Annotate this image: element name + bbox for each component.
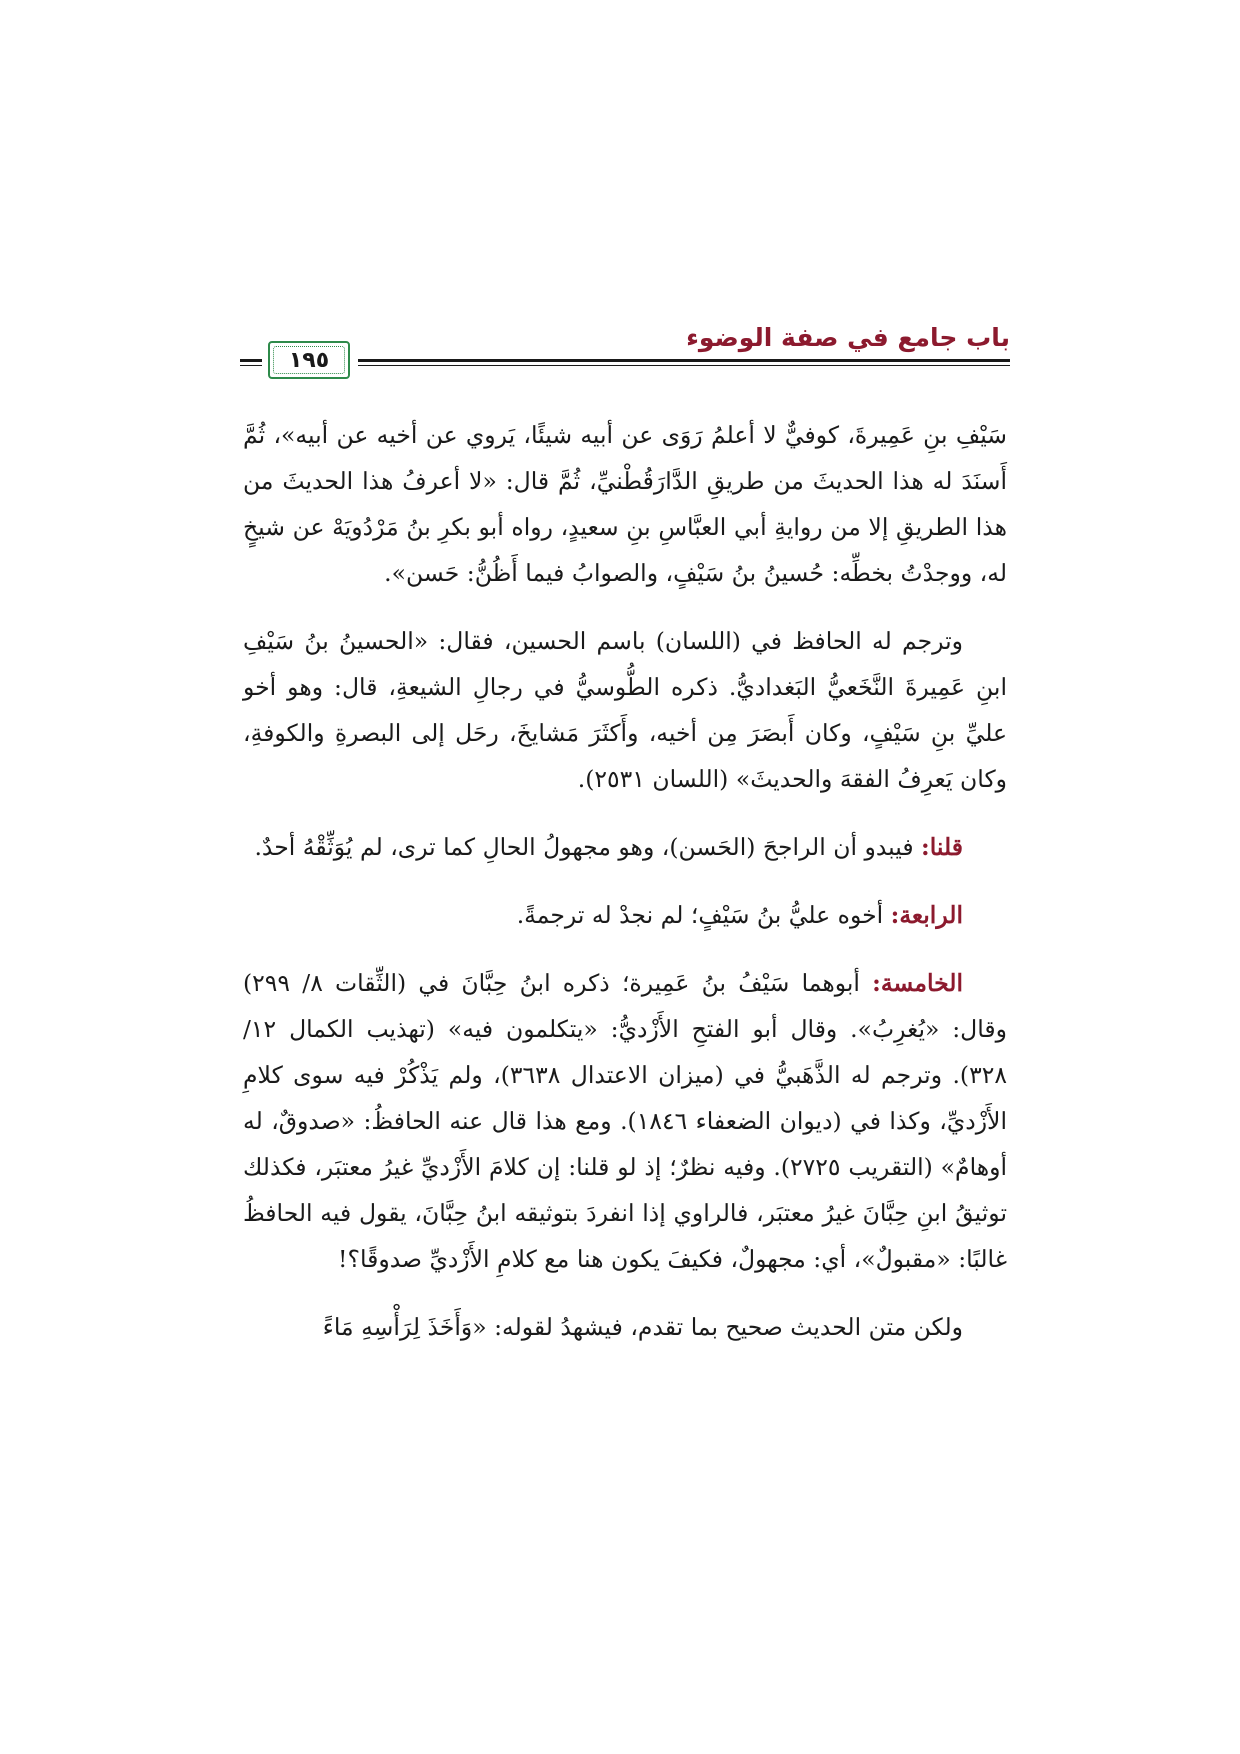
- paragraph-2-text: وترجم له الحافظ في (اللسان) باسم الحسين، فقال: «الحسينُ بنُ سَيْفِ ابنِ عَمِيرةَ النَّخَعيُّ البَغداديُّ. ذكره الطُّوسيُّ في رجالِ الشيعةِ، قال: وهو أخو عليِّ بنِ سَيْفٍ، وكان أَبصَرَ مِن أخيه، وأَكثَرَ مَشايخَ، رحَل إلى البصرةِ والكوفةِ، وكان يَعرِفُ الفقهَ والحديثَ» (اللسان ٢٥٣١).: [243, 627, 1007, 793]
- paragraph-4-text: أخوه عليُّ بنُ سَيْفٍ؛ لم نجدْ له ترجمةً.: [516, 901, 891, 929]
- paragraph-5: [243, 960, 1007, 1282]
- paragraph-1-text: سَيْفِ بنِ عَمِيرةَ، كوفيٌّ لا أعلمُ رَوَى عن أبيه شيئًا، يَروي عن أخيه عن أبيه»، ثُمَّ أَسنَدَ له هذا الحديثَ من طريقِ الدَّارَقُطْنيِّ، ثُمَّ قال: «لا أعرفُ هذا الحديثَ من هذا الطريقِ إلا من روايةِ أبي العبَّاسِ بنِ سعيدٍ، رواه أبو بكرِ بنُ مَرْدُويَهْ عن شيخٍ له، ووجدْتُ بخطِّه: حُسينُ بنُ سَيْفٍ، والصوابُ فيما أَظُنُّ: حَسن».: [243, 421, 1007, 587]
- header-rule-left: [240, 359, 262, 366]
- page-body: [243, 412, 1007, 1372]
- paragraph-3-label: قلنا:: [921, 833, 963, 861]
- header-rule-right: [358, 359, 1010, 366]
- paragraph-6-text: ولكن متن الحديث صحيح بما تقدم، فيشهدُ لقوله: «وَأَخَذَ لِرَأْسِهِ مَاءً: [322, 1313, 963, 1341]
- paragraph-1: [243, 412, 1007, 596]
- paragraph-4-label: الرابعة:: [890, 901, 963, 929]
- paragraph-5-text: أبوهما سَيْفُ بنُ عَمِيرة؛ ذكره ابنُ حِبَّانَ في (الثِّقات ٨/ ٢٩٩) وقال: «يُغرِبُ». وقال أبو الفتحِ الأَزْديُّ: «يتكلمون فيه» (تهذيب الكمال ١٢/ ٣٢٨). وترجم له الذَّهَبيُّ في (ميزان الاعتدال ٣٦٣٨)، ولم يَذْكُرْ فيه سوى كلامِ الأَزْديِّ، وكذا في (ديوان الضعفاء ١٨٤٦). ومع هذا قال عنه الحافظُ: «صدوقٌ، له أوهامٌ» (التقريب ٢٧٢٥). وفيه نظرٌ؛ إذ لو قلنا: إن كلامَ الأَزْديِّ غيرُ معتبَر، فكذلك توثيقُ ابنِ حِبَّانَ غيرُ معتبَر، فالراوي إذا انفردَ بتوثيقه ابنُ حِبَّانَ، يقول فيه الحافظُ غالبًا: «مقبولٌ»، أي: مجهولٌ، فكيفَ يكون هنا مع كلامِ الأَزْديِّ صدوقًا؟!: [243, 969, 1007, 1273]
- paragraph-3: [243, 824, 1007, 870]
- page-header: [240, 315, 1010, 385]
- paragraph-5-label: الخامسة:: [872, 969, 964, 997]
- paragraph-2: [243, 618, 1007, 802]
- paragraph-6: [243, 1304, 1007, 1350]
- paragraph-4: [243, 892, 1007, 938]
- page-number: ١٩٥: [288, 347, 330, 373]
- chapter-title: باب جامع في صفة الوضوء: [686, 323, 1010, 352]
- paragraph-3-text: فيبدو أن الراجحَ (الحَسن)، وهو مجهولُ الحالِ كما ترى، لم يُوَثِّقْهُ أحدٌ.: [254, 833, 922, 861]
- page-number-frame: [268, 341, 350, 379]
